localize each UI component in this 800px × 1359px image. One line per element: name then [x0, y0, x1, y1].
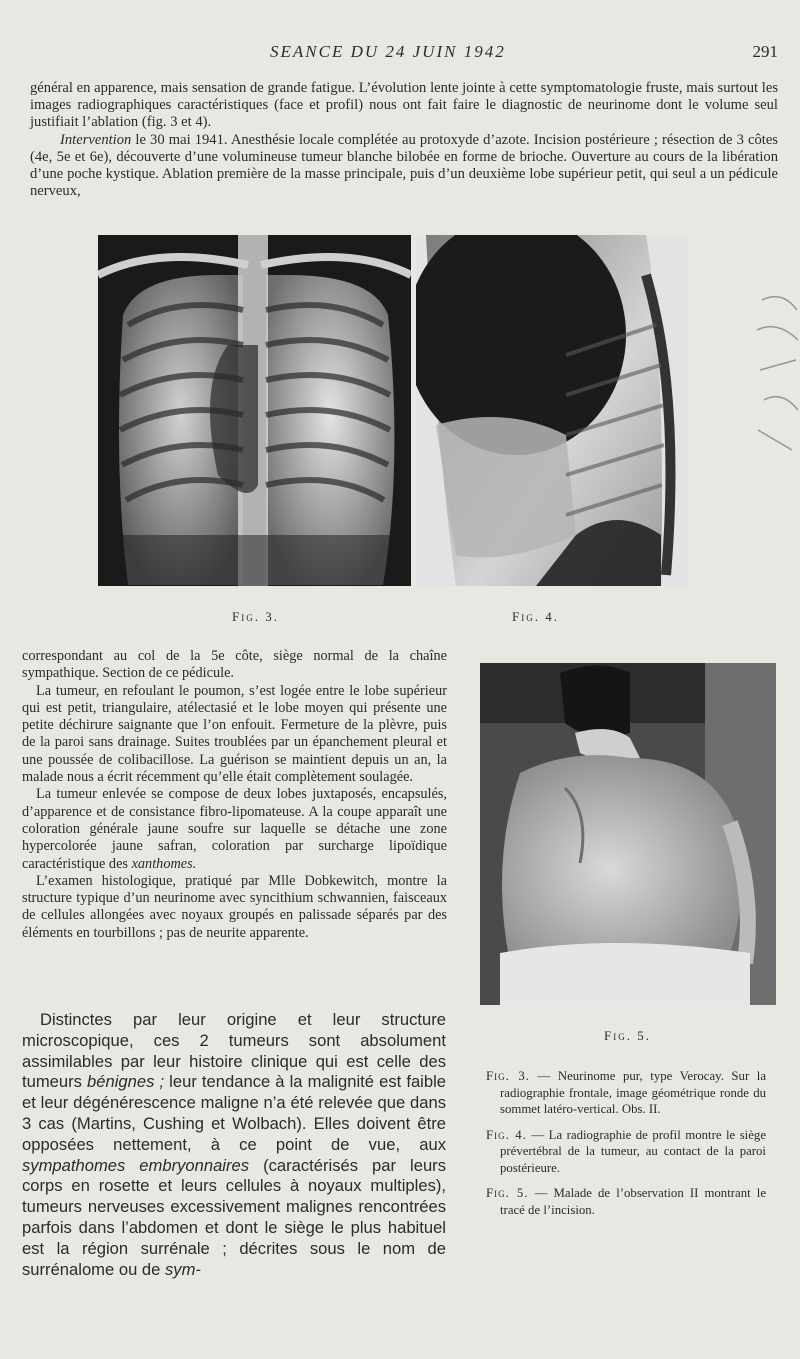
caption-5-label: Fig. 5.: [486, 1186, 529, 1200]
discussion-part-1: Distinctes par leur origine et leur structure microscopique, ces 2 tumeurs sont absolument assimilables par leur histoire clinique qui est celle des tumeurs: [22, 1010, 446, 1092]
running-head: SEANCE DU 24 JUIN 1942: [270, 42, 506, 61]
intro-text: [30, 80, 778, 200]
discussion-part-3: (caractérisés par leurs corps en rosette et leurs cellules à noyaux multiples), tumeurs nerveuses excessivement malignes rencontrées parfois dans l’abdomen et dont le siège le plus habituel est la région surrénale ; décrites sous le nom de surrénalome ou de: [22, 1155, 447, 1279]
left-paragraph-2: La tumeur, en refoulant le poumon, s’est logée entre le lobe supérieur qui est petit, triangulaire, atélectasié et le lobe moyen qui présente une petite déchirure saignante que l’on enfouit. Fermeture de la plèvre, puis de la paroi sans drainage. Suites troublées par un épanchement pleural et une poussée de colibacillose. La guérison se maintient depuis un an, la malade nous a écrit récemment qu’elle était complètement soulagée.: [22, 682, 447, 786]
left-column-text: [22, 648, 447, 942]
frontal-radiograph-image: [98, 235, 411, 586]
caption-figure-5: [486, 1185, 766, 1218]
intro-paragraph-2: [30, 132, 778, 201]
figure-4-lateral-radiograph: [416, 235, 687, 586]
sym-term: sym-: [164, 1259, 201, 1279]
intervention-label: Intervention: [60, 131, 132, 148]
page-header: [0, 42, 800, 66]
intervention-text: le 30 mai 1941. Anesthésie locale complétée au protoxyde d’azote. Incision postérieure ; résection de 3 côtes (4e, 5e et 6e), découverte d’une volumineuse tumeur blanche bilobée en forme de brioche. Ouverture au cours de la libération d’une poche kystique. Ablation première de la masse principale, puis d’un deuxième lobe supérieur petit, qui seul a un pédicule nerveux,: [30, 131, 778, 200]
page-number: 291: [752, 42, 778, 61]
figure-4-label: Fig. 4.: [512, 609, 559, 624]
discussion-paragraph: [22, 1010, 446, 1280]
caption-3-label: Fig. 3.: [486, 1069, 530, 1083]
sympathomes-term: sympathomes embryonnaires: [22, 1155, 250, 1175]
caption-figure-4: [486, 1127, 766, 1177]
caption-3-text: — Neurinome pur, type Verocay. Sur la radiographie frontale, image géométrique ronde du sommet latéro-vertical. Obs. II.: [500, 1069, 766, 1116]
discussion-part-2: leur tendance à la malignité est faible et leur dégénérescence maligne n’a été relevée que dans 3 cas (Martins, Cushing et Wolbach). Elles doivent être opposées nettement, à ce point de vue, aux: [22, 1072, 447, 1154]
library-stamp: [752, 290, 800, 465]
caption-4-label: Fig. 4.: [486, 1127, 527, 1142]
figure-3-label: Fig. 3.: [232, 609, 279, 624]
caption-4-text: — La radiographie de profil montre le siège prévertébral de la tumeur, au contact de la paroi postérieure.: [500, 1127, 766, 1175]
patient-back-photo: [480, 663, 776, 1005]
left-paragraph-4: L’examen histologique, pratiqué par Mlle Dobkewitch, montre la structure typique d’un neurinome avec syncithium schwannien, faisceaux de cellules allongées avec noyaux groupés en palissade séparés par des éléments en tourbillons ; pas de neurite apparente.: [22, 872, 447, 941]
benignes-term: bénignes ;: [87, 1072, 165, 1092]
caption-5-text: — Malade de l’observation II montrant le tracé de l’incision.: [500, 1186, 766, 1217]
left-paragraph-3: [22, 786, 447, 872]
intro-paragraph-1: général en apparence, mais sensation de grande fatigue. L’évolution lente jointe à cette symptomatologie fruste, mais surtout les images radiographiques caractéristiques (face et profil) nous ont fait faire le diagnostic de neurinome dont le volume seul justifiait l’ablation (fig. 3 et 4).: [30, 80, 778, 131]
figure-5-label: Fig. 5.: [604, 1028, 651, 1043]
figure-5-patient-photo: [480, 663, 776, 1005]
left-paragraph-1: correspondant au col de la 5e côte, siège normal de la chaîne sympathique. Section de ce pédicule.: [22, 648, 447, 682]
xanthomes-term: xanthomes.: [131, 855, 197, 872]
caption-figure-3: [486, 1068, 766, 1118]
figure-captions: [486, 1068, 766, 1227]
tumour-description: La tumeur enlevée se compose de deux lobes juxtaposés, encapsulés, d’apparence et de consistance fibro-lipomateuse. A la coupe apparaît une coloration générale jaune soufre sur laquelle se détache une zone hypercolorée jaune safran, coloration par surcharge lipoïdique caractéristique des: [22, 786, 447, 872]
figure-3-frontal-radiograph: [98, 235, 411, 586]
lateral-radiograph-image: [416, 235, 687, 586]
